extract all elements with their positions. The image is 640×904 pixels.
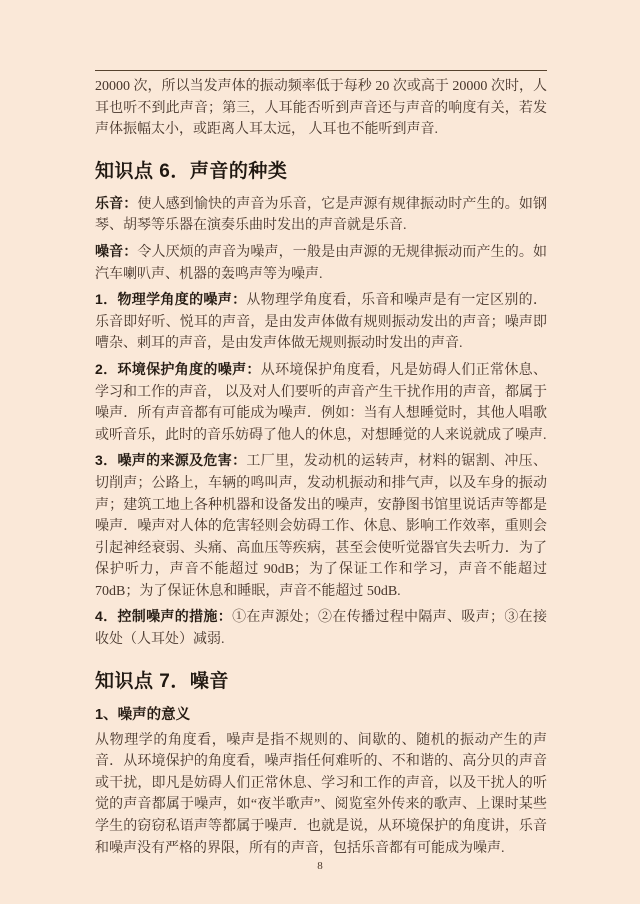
paragraph-lead: 乐音：: [95, 194, 138, 211]
paragraph-noise-meaning: [95, 730, 547, 860]
paragraph-lead: 4．控制噪声的措施：: [95, 608, 233, 625]
paragraph-text: 从环境保护角度看，凡是妨碍人们正常休息、学习和工作的声音， 以及对人们要听的声音产生干扰作用的声音，都属于噪声．所有声音都有可能成为噪声．例如：当有人想睡觉时，其他人唱歌或听音乐，此时的音乐妨碍了他人的休息，对想睡觉的人来说就成了噪声.: [95, 362, 548, 443]
paragraph-text: 令人厌烦的声音为噪声，一般是由声源的无规律振动而产生的。如汽车喇叭声、机器的轰鸣声等为噪声.: [95, 244, 548, 282]
paragraph-text: 从物理学的角度看，噪声是指不规则的、间歇的、随机的振动产生的声音．从环境保护的角度看，噪声指任何难听的、不和谐的、高分贝的声音或干扰，即凡是妨碍人们正常休息、学习和工作的声音，以及干扰人的听觉的声音都属于噪声，如“夜半歌声”、阅览室外传来的歌声、上课时某些学生的窃窃私语声等都属于噪声．也就是说，从环境保护的角度讲，乐音和噪声没有严格的界限，所有的声音，包括乐音都有可能成为噪声.: [95, 732, 547, 856]
paragraph-text: 从物理学角度看，乐音和噪声是有一定区别的．乐音即好听、悦耳的声音，是由发声体做有规则振动发出的声音；噪声即嘈杂、刺耳的声音，是由发声体做无规则振动时发出的声音.: [95, 293, 547, 352]
paragraph-leyin: [95, 193, 547, 237]
paragraph-text: ①在声源处；②在传播过程中隔声、吸声；③在接收处（人耳处）减弱.: [95, 610, 547, 648]
section-heading-knowledge-7: 知识点 7．噪音: [95, 670, 229, 692]
paragraph-lead: 2．环境保护角度的噪声：: [95, 360, 261, 377]
top-rule-divider: [95, 70, 547, 71]
paragraph-lead: 3．噪声的来源及危害：: [95, 452, 247, 469]
section-heading-knowledge-6: 知识点 6．声音的种类: [95, 160, 288, 182]
intro-paragraph: [95, 76, 547, 141]
paragraph-environment-noise: [95, 359, 547, 446]
paragraph-lead: 1．物理学角度的噪声：: [95, 291, 247, 308]
paragraph-zaoyin: [95, 241, 547, 285]
paragraph-noise-sources: [95, 450, 547, 602]
paragraph-physics-noise: [95, 289, 547, 355]
intro-text: 20000 次，所以当发声体的振动频率低于每秒 20 次或高于 20000 次时，人耳也听不到此声音；第三，人耳能否听到声音还与声音的响度有关，若发声体振幅太小，或距离人耳太远， 人耳也不能听到声音.: [95, 79, 547, 138]
paragraph-text: 使人感到愉快的声音为乐音，它是声源有规律振动时产生的。如钢琴、胡琴等乐器在演奏乐曲时发出的声音就是乐音.: [95, 196, 548, 234]
paragraph-noise-control: [95, 606, 547, 650]
subheading-noise-meaning: 1、噪声的意义: [95, 706, 191, 723]
page-content: [95, 70, 547, 863]
paragraph-lead: 噪音：: [95, 242, 138, 259]
page-number: 8: [317, 860, 323, 872]
paragraph-text: 工厂里，发动机的运转声，材料的锯割、冲压、切削声；公路上，车辆的鸣叫声，发动机振动和排气声，以及车身的振动声；建筑工地上各种机器和设备发出的噪声，安静图书馆里说话声等都是噪声．噪声对人体的危害轻则会妨碍工作、休息、影响工作效率，重则会引起神经衰弱、头痛、高血压等疾病，甚至会使听觉器官失去听力．为了保护听力，声音不能超过 90dB；为了保证工作和学习，声音不能超过 70dB；为了保证休息和睡眠，声音不能超过 50dB.: [95, 454, 547, 599]
